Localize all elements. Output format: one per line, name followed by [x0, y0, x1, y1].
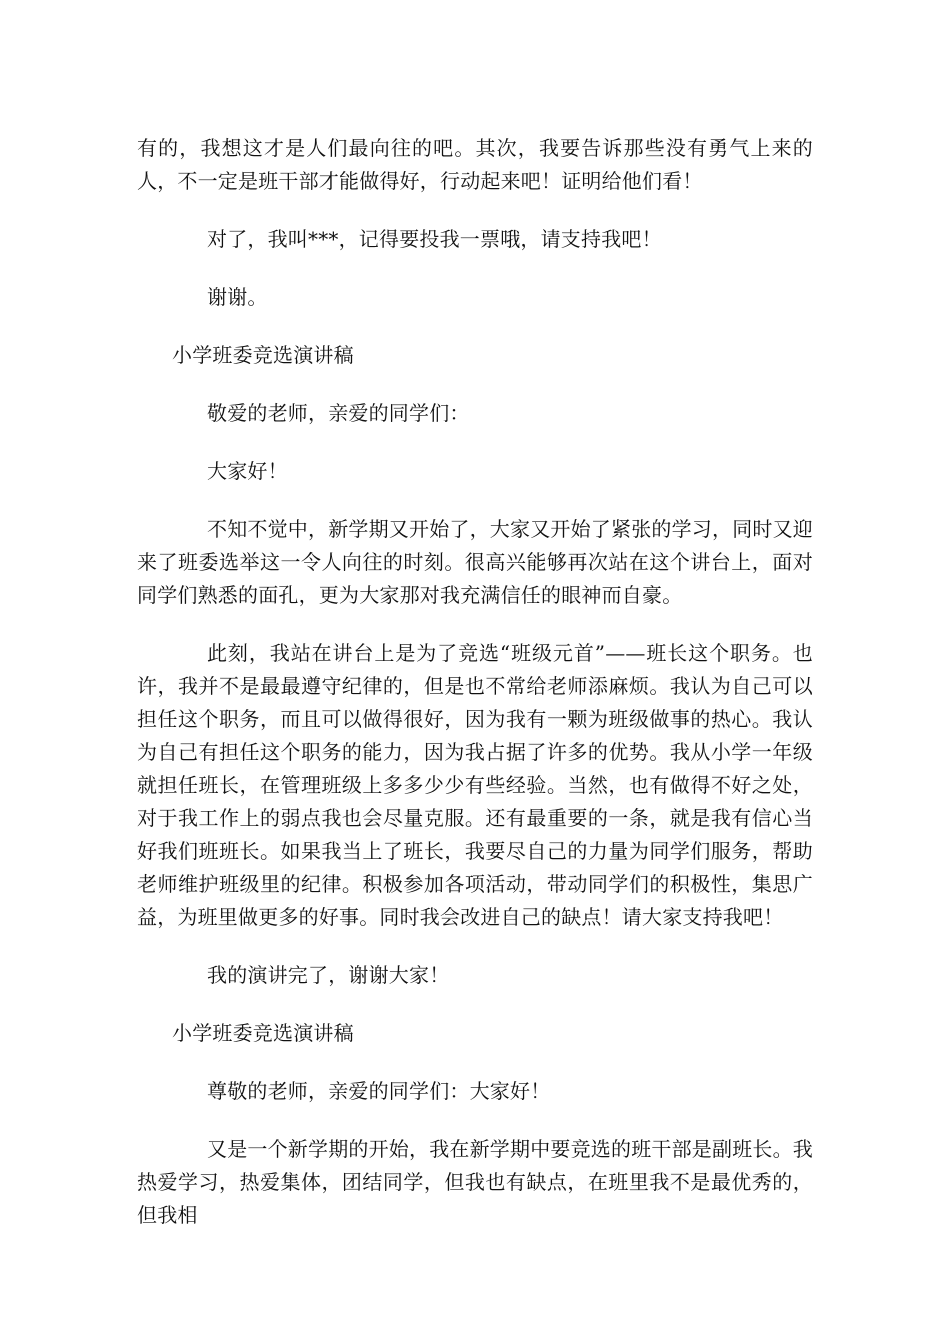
paragraph-thanks: 谢谢。	[207, 285, 268, 309]
paragraph-name-request: 对了，我叫***，记得要投我一票哦，请支持我吧！	[207, 227, 662, 251]
paragraph-intro: 不知不觉中，新学期又开始了，大家又开始了紧张的学习，同时又迎来了班委选举这一令人向往的时刻。很高兴能够再次站在这个讲台上，面对同学们熟悉的面孔，更为大家那对我充满信任的眼神而自豪。	[137, 517, 813, 607]
paragraph-main: 此刻，我站在讲台上是为了竞选“班级元首”——班长这个职务。也许，我并不是最最遵守纪律的，但是也不常给老师添麻烦。我认为自己可以担任这个职务，而且可以做得很好，因为我有一颗为班级做事的热心。我认为自己有担任这个职务的能力，因为我占据了许多的优势。我从小学一年级就担任班长，在管理班级上多多少少有些经验。当然，也有做得不好之处，对于我工作上的弱点我也会尽量克服。还有最重要的一条，就是我有信心当好我们班班长。如果我当上了班长，我要尽自己的力量为同学们服务，帮助老师维护班级里的纪律。积极参加各项活动，带动同学们的积极性，集思广益，为班里做更多的好事。同时我会改进自己的缺点！请大家支持我吧！	[137, 641, 813, 929]
section-heading: 小学班委竞选演讲稿	[172, 1021, 354, 1045]
paragraph-closing: 我的演讲完了，谢谢大家！	[207, 963, 450, 987]
paragraph-salutation: 尊敬的老师，亲爱的同学们：大家好！	[207, 1079, 551, 1103]
document-body	[137, 132, 813, 1257]
paragraph-greeting: 大家好！	[207, 459, 288, 483]
paragraph-continued: 有的，我想这才是人们最向往的吧。其次，我要告诉那些没有勇气上来的人，不一定是班干部才能做得好，行动起来吧！证明给他们看！	[137, 136, 813, 193]
paragraph-salutation: 敬爱的老师，亲爱的同学们：	[207, 401, 470, 425]
paragraph-intro: 又是一个新学期的开始，我在新学期中要竞选的班干部是副班长。我热爱学习，热爱集体，团结同学，但我也有缺点，在班里我不是最优秀的，但我相	[137, 1137, 813, 1227]
section-heading: 小学班委竞选演讲稿	[172, 343, 354, 367]
